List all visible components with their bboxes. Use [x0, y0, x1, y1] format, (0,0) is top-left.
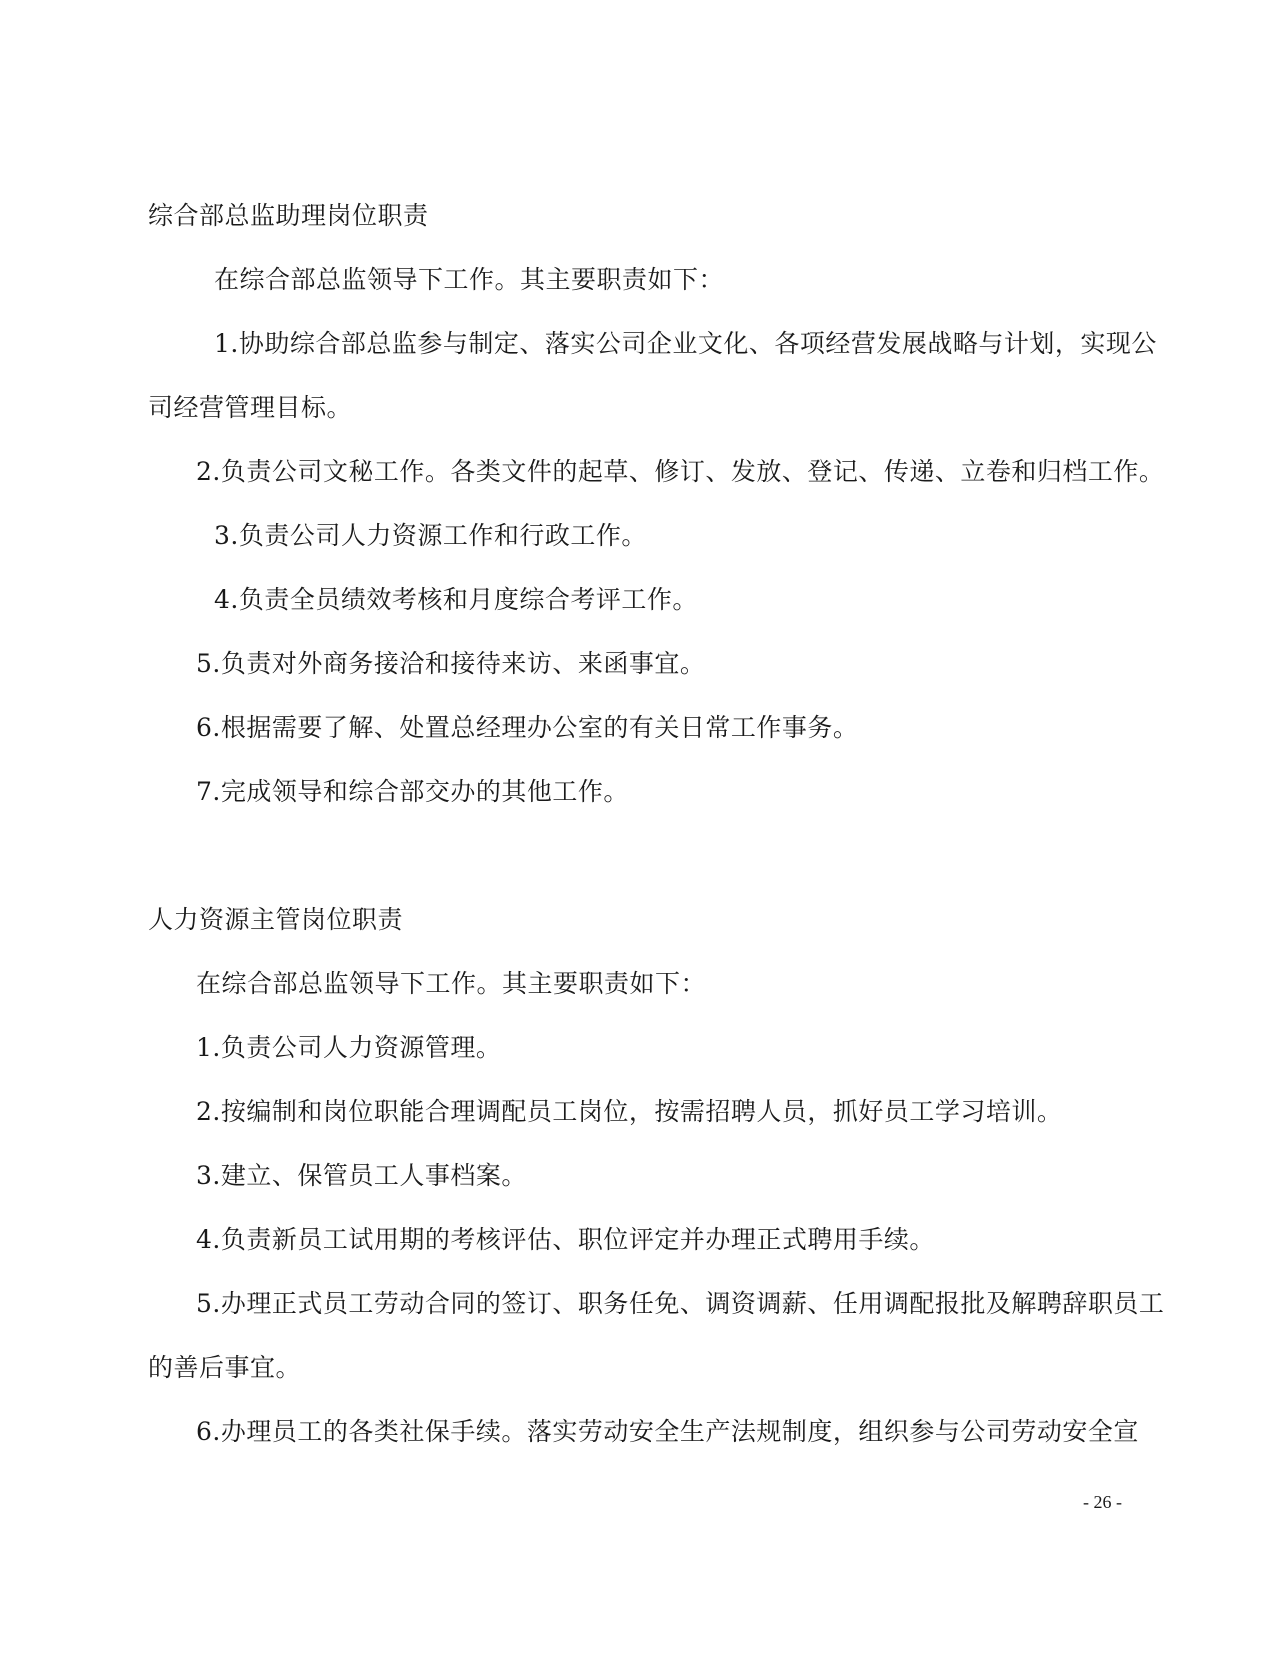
duty-item-continuation: 司经营管理目标。: [148, 393, 353, 422]
duty-item: 3.建立、保管员工人事档案。: [196, 1161, 527, 1190]
duty-item-continuation: 的善后事宜。: [148, 1353, 302, 1382]
duty-item: 2.负责公司文秘工作。各类文件的起草、修订、发放、登记、传递、立卷和归档工作。: [196, 457, 1165, 486]
page-number: - 26 -: [1083, 1492, 1122, 1512]
duty-item: 7.完成领导和综合部交办的其他工作。: [196, 777, 629, 806]
duty-item: 4.负责新员工试用期的考核评估、职位评定并办理正式聘用手续。: [196, 1225, 935, 1254]
duty-item: 6.根据需要了解、处置总经理办公室的有关日常工作事务。: [196, 713, 859, 742]
section-intro: 在综合部总监领导下工作。其主要职责如下：: [214, 265, 725, 294]
duty-item: 3.负责公司人力资源工作和行政工作。: [214, 521, 647, 550]
section-intro: 在综合部总监领导下工作。其主要职责如下：: [196, 969, 707, 998]
duty-item: 1.协助综合部总监参与制定、落实公司企业文化、各项经营发展战略与计划，实现公: [214, 329, 1157, 358]
duty-item: 2.按编制和岗位职能合理调配员工岗位，按需招聘人员，抓好员工学习培训。: [196, 1097, 1063, 1126]
duty-item: 1.负责公司人力资源管理。: [196, 1033, 502, 1062]
section-title-assistant: 综合部总监助理岗位职责: [148, 201, 429, 230]
duty-item: 5.办理正式员工劳动合同的签订、职务任免、调资调薪、任用调配报批及解聘辞职员工: [196, 1289, 1165, 1318]
section-title-hr: 人力资源主管岗位职责: [148, 905, 404, 934]
duty-item: 5.负责对外商务接洽和接待来访、来函事宜。: [196, 649, 706, 678]
duty-item: 4.负责全员绩效考核和月度综合考评工作。: [214, 585, 698, 614]
duty-item: 6.办理员工的各类社保手续。落实劳动安全生产法规制度，组织参与公司劳动安全宣: [196, 1417, 1139, 1446]
